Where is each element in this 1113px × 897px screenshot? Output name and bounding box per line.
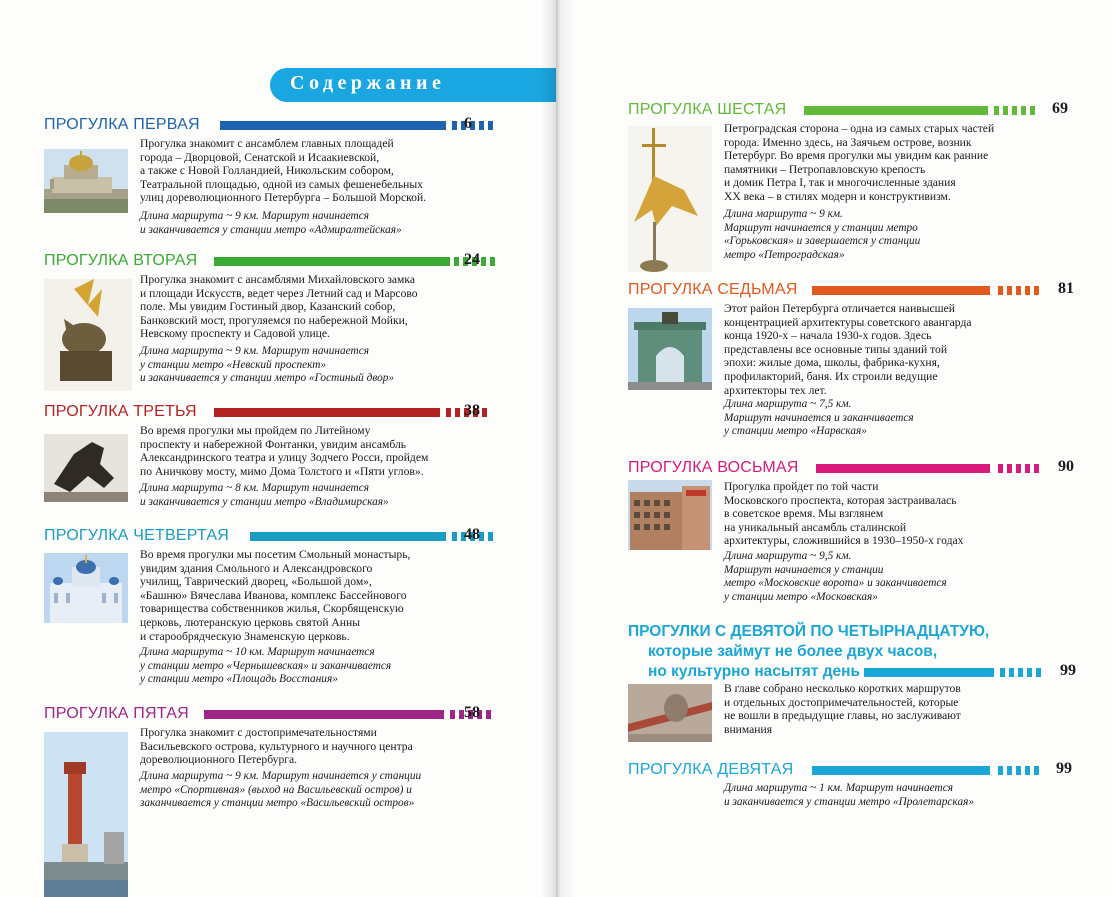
griffin-statue-photo [44,279,132,391]
walk-header [44,704,484,724]
walk-route-info: Длина маршрута ~ 8 км. Маршрут начинается и заканчивается у станции метро «Владимирская» [140,482,389,508]
walk-color-dashes [1000,668,1041,677]
walk-color-bar [804,106,988,115]
walk-title: ПРОГУЛКА ВТОРАЯ [44,252,198,269]
walk-color-bar [812,286,990,295]
walk-header [628,280,1074,300]
walk-color-bar [864,668,994,677]
walk-header [628,760,1074,780]
st-isaacs-cathedral-photo [44,149,128,213]
walk-color-bar [214,408,440,417]
moskovsky-prospect-building-photo [628,480,712,550]
walk-color-dashes [998,286,1039,295]
walk-route-info: Длина маршрута ~ 10 км. Маршрут начинается у станции метро «Чернышевская» и заканчивается у станции метро «Площадь Восстания» [140,646,392,686]
contents-title: Содержание [290,72,446,94]
walk-title: ПРОГУЛКА ЧЕТВЕРТАЯ [44,527,229,544]
walk-page-number[interactable]: 48 [464,526,480,543]
aviator-monument-photo [628,684,712,742]
walk-route-info: Длина маршрута ~ 9 км. Маршрут начинается у станции метро «Невский проспект» и заканчивается у станции метро «Гостиный двор» [140,345,395,385]
walk-4[interactable] [44,526,484,686]
walk-page-number[interactable]: 99 [1056,760,1072,777]
walk-description: Прогулка знакомит с ансамблем главных площадей города – Дворцовой, Сенатской и Исаакиевской, а также с Новой Голландией, Никольским собором, Театральной площадью, одной из самых фешенебельных улиц дореволюционного Петербурга – Большой Морской. [140,137,427,205]
walk-description: Во время прогулки мы посетим Смольный монастырь, увидим здания Смольного и Александровского училищ, Таврический дворец, «Большой дом», «Башню» Вячеслава Иванова, комплекс Бассейнового товарищества собственников жилья, Скорбященскую церковь, лютеранскую церковь святой Анны и старообрядческую Знаменскую церковь. [140,548,411,643]
walk-header [628,100,1074,120]
walk-5[interactable] [44,704,484,897]
walk-title: ПРОГУЛКА ТРЕТЬЯ [44,403,197,420]
smolny-cathedral-photo [44,553,128,623]
horse-tamer-statue-photo [44,434,128,502]
walk-page-number[interactable]: 58 [464,704,480,721]
walk-page-number[interactable]: 69 [1052,100,1068,117]
walk-route-info: Длина маршрута ~ 1 км. Маршрут начинается и заканчивается у станции метро «Пролетарская» [724,782,974,808]
walk-header [44,526,484,546]
walk-color-bar [250,532,446,541]
walk-7[interactable] [628,280,1074,440]
walk-header [628,458,1074,478]
walk-page-number[interactable]: 81 [1058,280,1074,297]
walk-description: Петроградская сторона – одна из самых старых частей города. Именно здесь, на Заячьем острове, возник Петербург. Во время прогулки мы увидим как ранние памятники – Петропавловскую крепость и домик Петра I, так и многочисленные здания XX века – в стилях модерн и конструктивизм. [724,122,995,203]
walk-title: ПРОГУЛКА ВОСЬМАЯ [628,459,799,476]
walk-title: ПРОГУЛКА ПЕРВАЯ [44,116,200,133]
walk-title: ПРОГУЛКА ДЕВЯТАЯ [628,761,794,778]
walk-page-number[interactable]: 99 [1060,662,1076,679]
walk-3[interactable] [44,402,480,514]
walk-route-info: Длина маршрута ~ 9 км. Маршрут начинается у станции метро «Спортивная» (выход на Васильевский остров) и заканчивается у станции метро «Васильевский остров» [140,770,422,810]
walk-header [44,251,480,271]
book-spine-shadow [540,0,574,897]
walk-route-info: Длина маршрута ~ 9 км. Маршрут начинается и заканчивается у станции метро «Адмиралтейская» [140,210,402,236]
walk-2[interactable] [44,251,480,391]
walk-8[interactable] [628,458,1074,608]
walk-9[interactable] [628,760,1074,812]
walk-color-bar [220,121,446,130]
walk-color-dashes [998,766,1039,775]
walk-header [44,402,480,422]
walk-page-number[interactable]: 90 [1058,458,1074,475]
walk-description: Прогулка знакомит с ансамблями Михайловского замка и площади Искусств, ведет через Летний сад и Марсово поле. Мы увидим Гостиный двор, Казанский собор, Банковский мост, прогуляемся по набережной Мойки, Невскому проспекту и Садовой улице. [140,273,418,341]
walk-color-dashes [998,464,1039,473]
walk-description: Прогулка знакомит с достопримечательностями Васильевского острова, культурного и научного центра дореволюционного Петербурга. [140,726,413,767]
walk-route-info: Длина маршрута ~ 7,5 км. Маршрут начинается и заканчивается у станции метро «Нарвская» [724,398,914,438]
walk-color-bar [816,464,990,473]
walk-1[interactable] [44,115,480,235]
walk-page-number[interactable]: 38 [464,402,480,419]
walk-color-bar [204,710,444,719]
walks-9-14[interactable] [628,622,1084,746]
walk-color-dashes [994,106,1035,115]
walk-color-bar [812,766,990,775]
angel-spire-photo [628,126,712,272]
walk-description: Прогулка пройдет по той части Московского проспекта, которая застраивалась в советское время. Мы взглянем на уникальный ансамбль сталинской архитектуры, сложившийся в 1930–1950-х годах [724,480,964,548]
walk-6[interactable] [628,100,1074,272]
walk-header [44,115,480,135]
walk-page-number[interactable]: 6 [464,115,472,132]
walk-title: ПРОГУЛКА ШЕСТАЯ [628,101,787,118]
walk-page-number[interactable]: 24 [464,251,480,268]
walk-route-info: Длина маршрута ~ 9 км. Маршрут начинается у станции метро «Горьковская» и завершается у станции метро «Петроградская» [724,208,921,261]
walk-color-dashes [452,121,493,130]
walk-route-info: Длина маршрута ~ 9,5 км. Маршрут начинается у станции метро «Московские ворота» и заканчивается у станции метро «Московская» [724,550,947,603]
walk-description: Во время прогулки мы пройдем по Литейному проспекту и набережной Фонтанки, увидим ансамбль Александринского театра и улицу Зодчего Росси, пройдем по Аничкову мосту, мимо Дома Толстого и «Пяти углов». [140,424,429,478]
walk-description: В главе собрано несколько коротких маршрутов и отдельных достопримечательностей, которые не вошли в предыдущие главы, но заслуживают внимания [724,682,961,736]
walk-title: ПРОГУЛКА СЕДЬМАЯ [628,281,798,298]
rostral-column-photo [44,732,128,897]
walk-title: ПРОГУЛКА ПЯТАЯ [44,705,189,722]
walk-description: Этот район Петербурга отличается наивысшей концентрацией архитектуры советского авангарда конца 1920-х – начала 1930-х годов. Здесь представлены все основные типы зданий той эпохи: жилые дома, школы, фабрика-кухня, профилакторий, баня. Их строили ведущие архитекторы тех лет. [724,302,972,397]
narva-triumphal-gate-photo [628,308,712,390]
walk-color-bar [214,257,450,266]
walk-title: ПРОГУЛКИ С ДЕВЯТОЙ ПО ЧЕТЫРНАДЦАТУЮ, которые займут не более двух часов, но культурно насытят день [628,623,990,680]
